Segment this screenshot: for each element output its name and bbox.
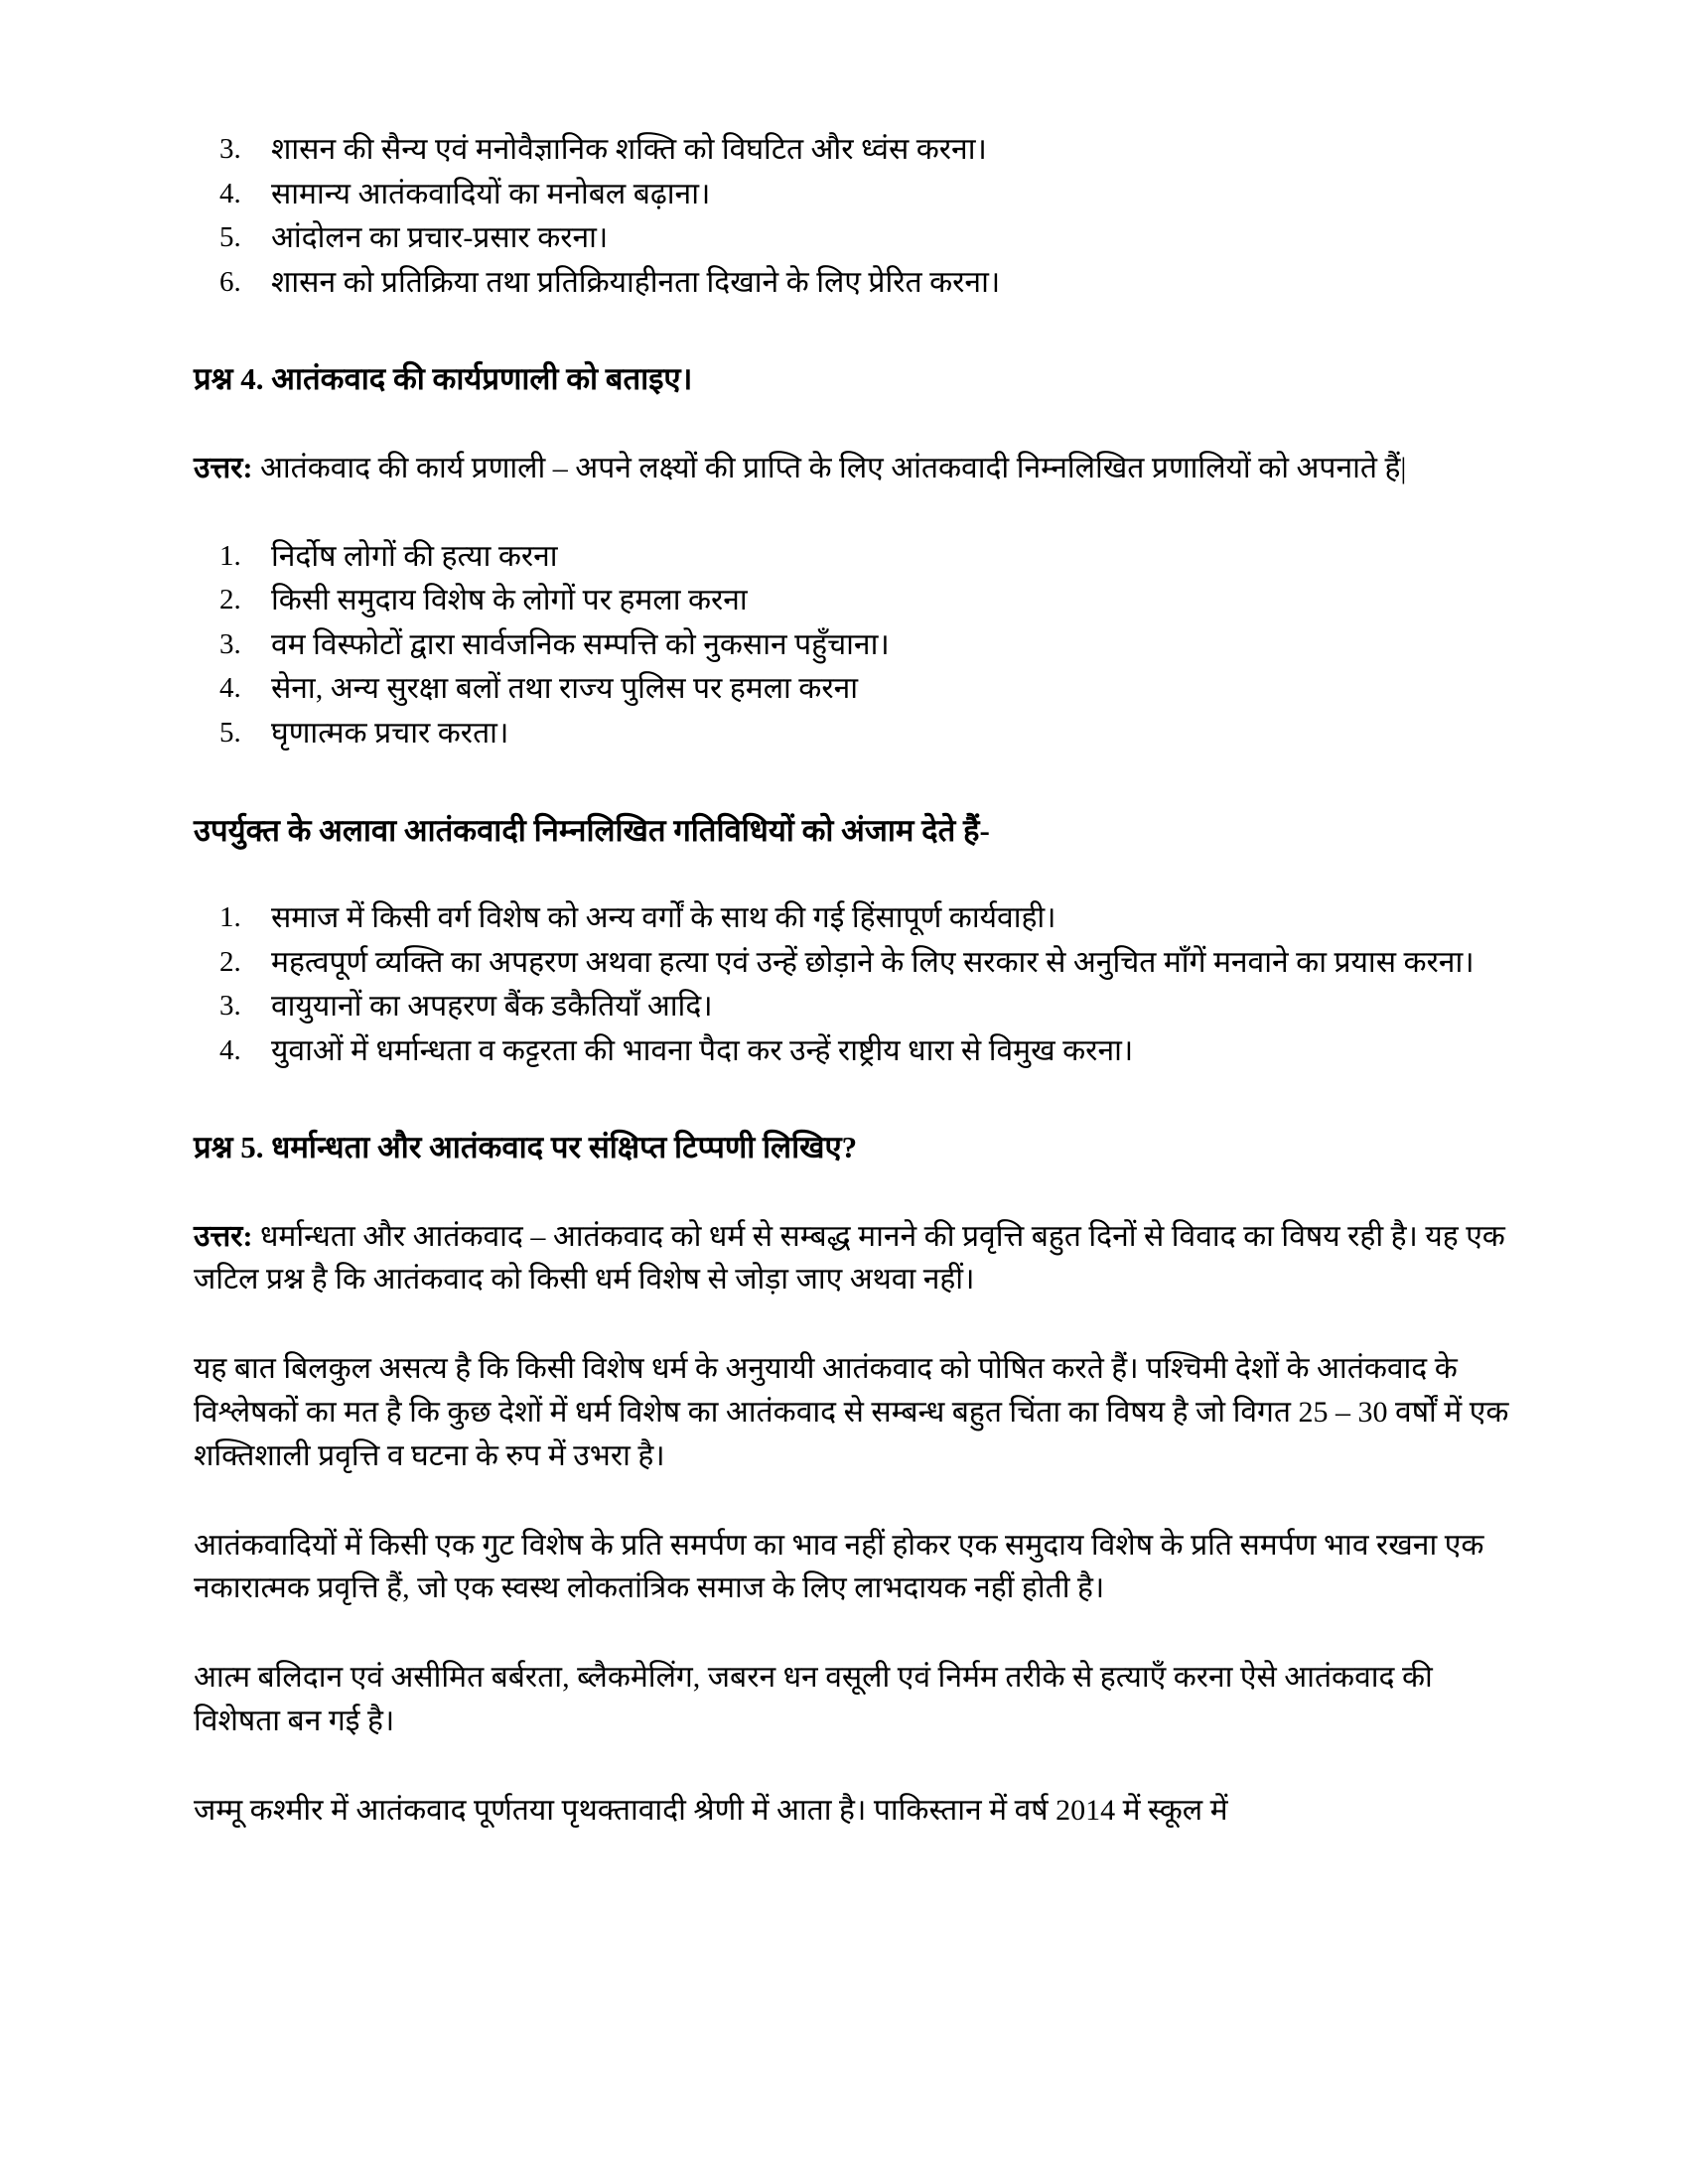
answer-label: उत्तर: xyxy=(194,451,253,484)
spacer xyxy=(194,1169,1524,1215)
spacer xyxy=(194,1074,1524,1126)
list-item-text: सेना, अन्य सुरक्षा बलों तथा राज्य पुलिस पर हमला करना xyxy=(271,672,859,706)
list-item xyxy=(194,262,1524,305)
list-item-text: शासन को प्रतिक्रिया तथा प्रतिक्रियाहीनता दिखाने के लिए प्रेरित करना। xyxy=(271,265,1001,299)
list-marker: 6. xyxy=(219,265,241,298)
answer-text: धर्मान्धता और आतंकवाद – आतंकवाद को धर्म से सम्बद्ध मानने की प्रवृत्ति बहुत दिनों से विवाद का विषय रही है। यह एक जटिल प्रश्न है कि आतंकवाद को किसी धर्म विशेष से जोड़ा जाए अथवा नहीं। xyxy=(194,1219,1505,1297)
list-terrorism-methods xyxy=(194,536,1524,755)
list-marker: 2. xyxy=(219,945,241,978)
list-item xyxy=(194,580,1524,622)
question-4-heading: प्रश्न 4. आतंकवाद की कार्यप्रणाली को बताइए। xyxy=(194,361,693,397)
list-item xyxy=(194,217,1524,260)
paragraph-religion-terrorism-analysis: यह बात बिलकुल असत्य है कि किसी विशेष धर्म के अनुयायी आतंकवाद को पोषित करते हैं। पश्चिमी देशों के आतंकवाद के विश्लेषकों का मत है कि कुछ देशों में धर्म विशेष का आतंकवाद से सम्बन्ध बहुत चिंता का विषय है जो विगत 25 – 30 वर्षों में एक शक्तिशाली प्रवृत्ति व घटना के रुप में उभरा है। xyxy=(194,1352,1509,1472)
question-4-answer xyxy=(194,447,1524,490)
list-marker: 4. xyxy=(219,1033,241,1066)
spacer xyxy=(194,852,1524,897)
list-marker: 5. xyxy=(219,221,241,254)
list-marker: 5. xyxy=(219,716,241,749)
list-marker: 1. xyxy=(219,900,241,933)
list-item-text: वम विस्फोटों द्वारा सार्वजनिक सम्पत्ति को नुकसान पहुँचाना। xyxy=(271,627,890,661)
list-marker: 4. xyxy=(219,177,241,209)
list-marker: 4. xyxy=(219,672,241,705)
list-item xyxy=(194,986,1524,1028)
list-marker: 3. xyxy=(219,627,241,660)
list-item-text: समाज में किसी वर्ग विशेष को अन्य वर्गों के साथ की गई हिंसापूर्ण कार्यवाही। xyxy=(271,900,1056,934)
list-terrorism-activities xyxy=(194,897,1524,1072)
spacer xyxy=(194,1743,1524,1789)
list-item-text: घृणात्मक प्रचार करता। xyxy=(271,716,509,750)
list-item xyxy=(194,942,1524,985)
list-item xyxy=(194,536,1524,579)
subheading-additional-activities: उपर्युक्त के अलावा आतंकवादी निम्नलिखित गतिविधियों को अंजाम देते हैं- xyxy=(194,812,990,848)
list-item-text: वायुयानों का अपहरण बैंक डकैतियाँ आदि। xyxy=(271,990,713,1024)
list-marker: 2. xyxy=(219,584,241,616)
list-item-text: निर्दोष लोगों की हत्या करना xyxy=(271,539,558,573)
list-item-text: आंदोलन का प्रचार-प्रसार करना। xyxy=(271,221,609,255)
spacer xyxy=(194,1478,1524,1524)
spacer xyxy=(194,1301,1524,1347)
list-item-text: किसी समुदाय विशेष के लोगों पर हमला करना xyxy=(271,584,748,617)
list-item-text: युवाओं में धर्मान्धता व कट्टरता की भावना पैदा कर उन्हें राष्ट्रीय धारा से विमुख करना। xyxy=(271,1033,1134,1067)
list-terrorism-objectives xyxy=(194,129,1524,304)
list-item-text: सामान्य आतंकवादियों का मनोबल बढ़ाना। xyxy=(271,177,711,210)
list-item xyxy=(194,897,1524,940)
question-5-answer xyxy=(194,1215,1524,1302)
spacer xyxy=(194,490,1524,536)
list-marker: 3. xyxy=(219,133,241,165)
list-item-text: शासन की सैन्य एवं मनोवैज्ञानिक शक्ति को विघटित और ध्वंस करना। xyxy=(271,133,987,166)
list-item xyxy=(194,129,1524,172)
paragraph-terrorism-characteristics: आत्म बलिदान एवं असीमित बर्बरता, ब्लैकमेलिंग, जबरन धन वसूली एवं निर्मम तरीके से हत्याएँ करना ऐसे आतंकवाद की विशेषता बन गई है। xyxy=(194,1661,1433,1738)
spacer xyxy=(194,306,1524,357)
list-item-text: महत्वपूर्ण व्यक्ति का अपहरण अथवा हत्या एवं उन्हें छोड़ाने के लिए सरकार से अनुचित माँगें मनवाने का प्रयास करना। xyxy=(271,945,1475,979)
page-content xyxy=(194,129,1524,1833)
answer-label: उत्तर: xyxy=(194,1219,253,1253)
spacer xyxy=(194,757,1524,809)
list-item xyxy=(194,174,1524,216)
list-item xyxy=(194,624,1524,667)
list-marker: 1. xyxy=(219,539,241,572)
question-5-heading: प्रश्न 5. धर्मान्धता और आतंकवाद पर संक्षिप्त टिप्पणी लिखिए? xyxy=(194,1130,858,1165)
paragraph-kashmir-separatism: जम्मू कश्मीर में आतंकवाद पूर्णतया पृथक्तावादी श्रेणी में आता है। पाकिस्तान में वर्ष 2014 में स्कूल में xyxy=(194,1793,1228,1827)
answer-text: आतंकवाद की कार्य प्रणाली – अपने लक्ष्यों की प्राप्ति के लिए आंतकवादी निम्नलिखित प्रणालियों को अपनाते हैं| xyxy=(252,451,1407,484)
list-marker: 3. xyxy=(219,990,241,1023)
list-item xyxy=(194,713,1524,755)
spacer xyxy=(194,1610,1524,1656)
paragraph-community-devotion: आतंकवादियों में किसी एक गुट विशेष के प्रति समर्पण का भाव नहीं होकर एक समुदाय विशेष के प्रति समर्पण भाव रखना एक नकारात्मक प्रवृत्ति हैं, जो एक स्वस्थ लोकतांत्रिक समाज के लिए लाभदायक नहीं होती है। xyxy=(194,1528,1484,1605)
list-item xyxy=(194,1030,1524,1073)
spacer xyxy=(194,401,1524,447)
list-item xyxy=(194,668,1524,711)
